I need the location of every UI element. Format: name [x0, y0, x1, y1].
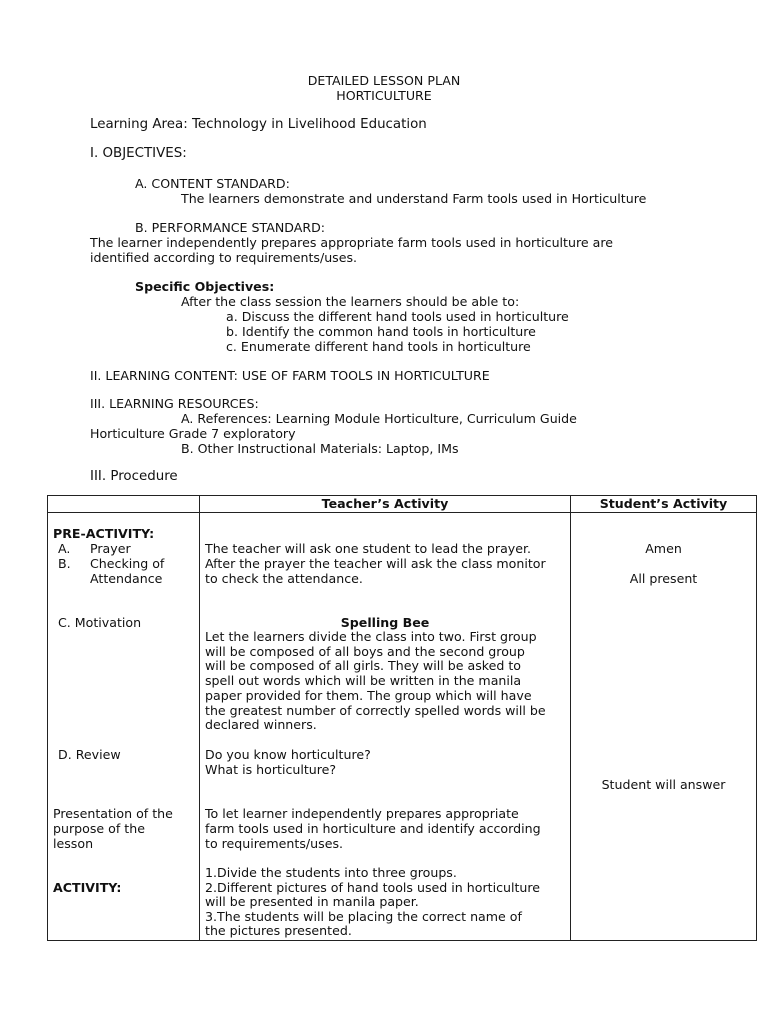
- activity-line: 3.The students will be placing the correct name of: [205, 909, 522, 924]
- motivation-line: will be composed of all girls. They will be asked to: [205, 658, 521, 673]
- item-letter: B.: [58, 556, 71, 571]
- content-standard-label: A. CONTENT STANDARD:: [135, 176, 290, 191]
- presentation-label-line1: Presentation of the: [53, 806, 173, 821]
- purpose-line: farm tools used in horticulture and identify according: [205, 821, 541, 836]
- procedure-heading: III. Procedure: [90, 469, 178, 484]
- specific-objectives-heading: Specific Objectives:: [135, 279, 275, 294]
- activity-line: the pictures presented.: [205, 923, 352, 938]
- motivation-line: the greatest number of correctly spelled words will be: [205, 703, 546, 718]
- teacher-prayer-line: to check the attendance.: [205, 571, 363, 586]
- pre-activity-label: PRE-ACTIVITY:: [53, 526, 155, 541]
- presentation-label-line3: lesson: [53, 836, 94, 851]
- student-answer: Student will answer: [601, 777, 726, 792]
- motivation-line: spell out words which will be written in the manila: [205, 673, 522, 688]
- review-question: Do you know horticulture?: [205, 747, 371, 762]
- teacher-prayer-line: After the prayer the teacher will ask the class monitor: [205, 556, 546, 571]
- performance-standard-line2: identified according to requirements/uses.: [90, 250, 358, 265]
- student-present: All present: [629, 571, 698, 586]
- motivation-line: Let the learners divide the class into two. First group: [205, 629, 537, 644]
- performance-standard-label: B. PERFORMANCE STANDARD:: [135, 220, 326, 235]
- review-label: D. Review: [58, 747, 121, 762]
- activity-line: 2.Different pictures of hand tools used in horticulture: [205, 880, 541, 895]
- resources-materials: B. Other Instructional Materials: Laptop, IMs: [181, 441, 459, 456]
- resources-references-line2: Horticulture Grade 7 exploratory: [90, 426, 296, 441]
- table-column-divider: [199, 496, 200, 940]
- activity-label: ACTIVITY:: [53, 880, 122, 895]
- activity-line: 1.Divide the students into three groups.: [205, 865, 457, 880]
- purpose-line: to requirements/uses.: [205, 836, 344, 851]
- table-column-divider: [570, 496, 571, 940]
- learning-content: II. LEARNING CONTENT: USE OF FARM TOOLS IN HORTICULTURE: [90, 368, 490, 383]
- objectives-heading: I. OBJECTIVES:: [90, 146, 187, 161]
- specific-objectives-intro: After the class session the learners should be able to:: [181, 294, 520, 309]
- objective-item: a. Discuss the different hand tools used in horticulture: [226, 309, 569, 324]
- motivation-line: will be composed of all boys and the second group: [205, 644, 525, 659]
- review-question: What is horticulture?: [205, 762, 337, 777]
- motivation-label: C. Motivation: [58, 615, 142, 630]
- performance-standard-line1: The learner independently prepares appropriate farm tools used in horticulture are: [90, 235, 613, 250]
- table-header-divider: [48, 512, 756, 513]
- motivation-line: paper provided for them. The group which will have: [205, 688, 532, 703]
- resources-heading: III. LEARNING RESOURCES:: [90, 396, 259, 411]
- content-standard-text: The learners demonstrate and understand Farm tools used in Horticulture: [181, 191, 647, 206]
- motivation-line: declared winners.: [205, 717, 317, 732]
- resources-references-line1: A. References: Learning Module Horticulture, Curriculum Guide: [181, 411, 577, 426]
- column-header-student: Student’s Activity: [599, 496, 728, 511]
- item-letter: A.: [58, 541, 71, 556]
- column-header-teacher: Teacher’s Activity: [321, 496, 449, 511]
- procedure-table: [47, 495, 757, 941]
- objective-item: b. Identify the common hand tools in horticulture: [226, 324, 536, 339]
- teacher-prayer-line: The teacher will ask one student to lead the prayer.: [205, 541, 532, 556]
- purpose-line: To let learner independently prepares appropriate: [205, 806, 519, 821]
- prayer-label: Prayer: [90, 541, 131, 556]
- attendance-label-line2: Attendance: [90, 571, 163, 586]
- document-title: DETAILED LESSON PLAN: [307, 73, 461, 88]
- student-amen: Amen: [645, 541, 682, 556]
- spelling-bee-title: Spelling Bee: [340, 615, 430, 630]
- attendance-label-line1: Checking of: [90, 556, 165, 571]
- learning-area: Learning Area: Technology in Livelihood Education: [90, 117, 427, 132]
- activity-line: will be presented in manila paper.: [205, 894, 419, 909]
- presentation-label-line2: purpose of the: [53, 821, 145, 836]
- document-subject: HORTICULTURE: [336, 88, 432, 103]
- objective-item: c. Enumerate different hand tools in horticulture: [226, 339, 531, 354]
